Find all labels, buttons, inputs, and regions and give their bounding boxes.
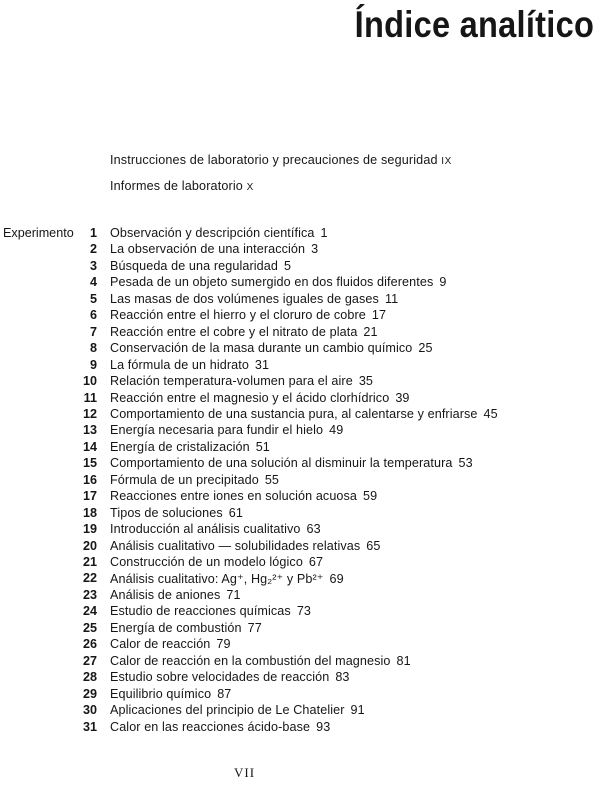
experiment-row: [0, 604, 600, 622]
experiment-title-text: Reacciones entre iones en solución acuosa: [110, 489, 358, 504]
experiment-title-text: Estudio sobre velocidades de reacción: [110, 670, 330, 685]
experiment-row: [0, 703, 600, 721]
experiment-number: 26: [82, 637, 97, 652]
experiment-title-text: Relación temperatura-volumen para el aire: [110, 374, 353, 389]
experiment-page: 83: [335, 670, 350, 685]
experiment-page: 69: [329, 572, 344, 587]
experiment-row: [0, 522, 600, 540]
experiment-page: 93: [316, 719, 331, 734]
intro-text: Instrucciones de laboratorio y precauciones de seguridad: [110, 153, 438, 167]
experiment-number: 29: [82, 686, 97, 701]
experiment-title: [110, 308, 386, 322]
experiment-page: 91: [350, 703, 365, 718]
experiment-title: [110, 407, 498, 421]
experiment-title-text: Energía necesaria para fundir el hielo: [110, 423, 324, 438]
experiment-page: 39: [395, 390, 410, 405]
experiment-number: 25: [82, 620, 97, 635]
experiment-page: 73: [296, 604, 312, 619]
experiment-number: 30: [82, 703, 97, 718]
experiment-title: [110, 654, 411, 668]
experiment-title: [110, 720, 330, 734]
experiment-title-text: Tipos de soluciones: [110, 505, 223, 520]
experiment-page: 53: [458, 456, 473, 471]
experiment-row: [0, 259, 600, 277]
experiment-row: [0, 358, 600, 376]
experiment-title-text: Energía de cristalización: [110, 439, 250, 454]
experiment-title-text: Energía de combustión: [110, 620, 242, 635]
experiment-page: 87: [217, 686, 232, 701]
experiment-title: [110, 522, 321, 536]
experiment-row: [0, 489, 600, 507]
experiment-title: [110, 242, 318, 256]
experiment-title: [110, 637, 231, 651]
experiment-number: 7: [89, 324, 97, 339]
experiment-row: [0, 555, 600, 573]
experiment-title-text: Fórmula de un precipitado: [110, 472, 259, 487]
experiment-number: 16: [82, 472, 97, 487]
experiment-title-text: Conservación de la masa durante un cambio químico: [110, 341, 413, 356]
experiment-number: 27: [82, 653, 97, 668]
experiment-number: 15: [82, 456, 97, 471]
experiment-title-text: Análisis de aniones: [110, 587, 221, 602]
experiment-title: [110, 374, 373, 388]
experiment-title: [110, 539, 381, 553]
experiment-row: [0, 325, 600, 343]
experiment-title: [110, 325, 378, 339]
experiment-title-text: Las masas de dos volúmenes iguales de gases: [110, 291, 379, 306]
experiment-row: [0, 621, 600, 639]
experiment-title-text: Búsqueda de una regularidad: [110, 258, 278, 273]
intro-page: X: [246, 182, 254, 193]
experiment-number: 21: [82, 555, 97, 569]
experiment-row: [0, 292, 600, 310]
experiment-title-text: Equilibrio químico: [110, 686, 212, 701]
experiment-page: 79: [216, 637, 231, 652]
experiment-page: 59: [363, 489, 378, 504]
experiment-title: [110, 423, 343, 437]
experiment-title-text: Calor en las reacciones ácido-base: [110, 719, 311, 734]
experiment-title: [110, 687, 231, 701]
experiment-number: 5: [89, 291, 97, 306]
experiment-title: [110, 391, 410, 405]
experiment-page: 61: [228, 505, 243, 520]
experiment-title-text: Construcción de un modelo lógico: [110, 555, 303, 569]
experiment-title-text: Reacción entre el magnesio y el ácido clorhídrico: [110, 390, 390, 405]
experiment-title: [110, 670, 350, 684]
experiment-row: [0, 456, 600, 474]
experiment-number: 22: [82, 571, 97, 586]
experiment-number: 6: [89, 308, 97, 323]
experiment-page: 49: [329, 423, 344, 438]
experiment-row: [0, 539, 600, 557]
intro-item-reports: [110, 179, 254, 193]
experiment-row: [0, 670, 600, 688]
experiment-title-text: La observación de una interacción: [110, 242, 306, 257]
experiment-title: [110, 506, 243, 520]
experiment-page: 45: [483, 406, 498, 421]
experiment-number: 2: [89, 242, 97, 257]
experiment-title-text: Reacción entre el cobre y el nitrato de plata: [110, 324, 358, 339]
experiment-row: [0, 637, 600, 655]
experiment-row: [0, 720, 600, 738]
experiment-title-text: Comportamiento de una solución al disminuir la temperatura: [110, 456, 453, 471]
experiment-title-text: Comportamiento de una sustancia pura, al calentarse y enfriarse: [110, 406, 478, 421]
experiment-number: 10: [82, 374, 97, 389]
experiment-title: [110, 440, 270, 454]
experiment-row: [0, 226, 600, 244]
experiment-page: 81: [396, 653, 411, 668]
experiment-number: 8: [89, 341, 97, 356]
experiment-page: 21: [363, 324, 378, 339]
experiment-number: 3: [89, 258, 97, 273]
experiment-title: [110, 703, 365, 717]
experiment-page: 3: [311, 242, 319, 257]
experiment-page: 77: [247, 620, 262, 635]
intro-item-instructions: [110, 153, 452, 167]
experiment-title-text: Observación y descripción científica: [110, 226, 315, 240]
experiment-number: 24: [82, 604, 97, 619]
experiment-row: [0, 440, 600, 458]
experiment-number: 1: [89, 226, 97, 240]
experiment-page: 17: [371, 308, 387, 323]
experiment-page: 65: [366, 538, 381, 553]
experiment-number: 20: [82, 538, 97, 553]
experiment-page: 67: [308, 555, 324, 569]
experiment-title-text: Calor de reacción: [110, 637, 211, 652]
experiment-title: [110, 588, 241, 602]
experiment-number: 31: [82, 719, 97, 734]
experiment-title-text: Pesada de un objeto sumergido en dos fluidos diferentes: [110, 275, 434, 290]
experiment-row: [0, 423, 600, 441]
experiment-number: 18: [82, 505, 97, 520]
experiment-number: 4: [89, 275, 97, 290]
experiment-number: 14: [82, 439, 97, 454]
experiment-label: Experimento: [3, 226, 74, 240]
experiment-row: [0, 571, 600, 589]
experiment-number: 12: [82, 406, 97, 421]
experiment-title: [110, 275, 446, 289]
experiment-row: [0, 654, 600, 672]
page-title: Índice analítico: [354, 4, 594, 45]
intro-text: Informes de laboratorio: [110, 179, 243, 193]
experiment-row: [0, 308, 600, 326]
experiment-number: 23: [82, 587, 97, 602]
experiment-row: [0, 506, 600, 524]
experiment-row: [0, 687, 600, 705]
experiment-title: [110, 341, 433, 355]
experiment-number: 19: [82, 522, 97, 537]
experiment-title-text: Introducción al análisis cualitativo: [110, 522, 301, 537]
experiment-title-text: Estudio de reacciones químicas: [110, 604, 291, 619]
experiment-title-text: Calor de reacción en la combustión del magnesio: [110, 653, 391, 668]
experiment-title: [110, 621, 262, 635]
experiment-title: [110, 358, 269, 372]
experiment-page: 11: [384, 291, 399, 306]
experiment-title: [110, 259, 291, 273]
experiment-row: [0, 407, 600, 425]
experiment-number: 17: [82, 489, 97, 504]
experiment-page: 31: [254, 357, 270, 372]
experiment-page: 35: [358, 374, 374, 389]
experiment-title: [110, 489, 377, 503]
experiment-page: 55: [264, 472, 280, 487]
experiment-title: [110, 292, 398, 306]
experiment-title-text: Análisis cualitativo — solubilidades relativas: [110, 538, 361, 553]
experiment-page: 51: [255, 439, 270, 454]
experiment-title-text: La fórmula de un hidrato: [110, 357, 249, 372]
experiment-row: [0, 341, 600, 359]
experiment-page: 25: [418, 341, 433, 356]
experiment-page: 5: [283, 258, 292, 273]
experiment-title: [110, 473, 279, 487]
experiment-title: [110, 555, 323, 569]
experiment-title-text: Aplicaciones del principio de Le Chatelier: [110, 703, 345, 718]
experiment-title: [110, 226, 328, 240]
experiment-row: [0, 275, 600, 293]
experiment-row: [0, 391, 600, 409]
experiment-row: [0, 473, 600, 491]
experiment-row: [0, 588, 600, 606]
experiment-title-text: Reacción entre el hierro y el cloruro de cobre: [110, 308, 366, 323]
experiment-title: [110, 456, 473, 470]
experiment-row: [0, 374, 600, 392]
experiment-number: 9: [89, 357, 97, 372]
experiment-page: 9: [439, 275, 447, 290]
page-number: VII: [234, 765, 256, 780]
experiment-title: [110, 604, 311, 618]
experiment-page: 1: [320, 226, 328, 240]
experiment-page: 63: [306, 522, 321, 537]
experiment-title: [110, 571, 344, 586]
experiment-title-text: Análisis cualitativo: Ag⁺, Hg₂²⁺ y Pb²⁺: [110, 572, 324, 587]
experiment-row: [0, 242, 600, 260]
experiment-page: 71: [226, 587, 241, 602]
intro-page: IX: [441, 156, 452, 167]
experiment-number: 11: [83, 390, 97, 405]
experiment-number: 28: [82, 670, 97, 685]
experiment-number: 13: [82, 423, 97, 438]
